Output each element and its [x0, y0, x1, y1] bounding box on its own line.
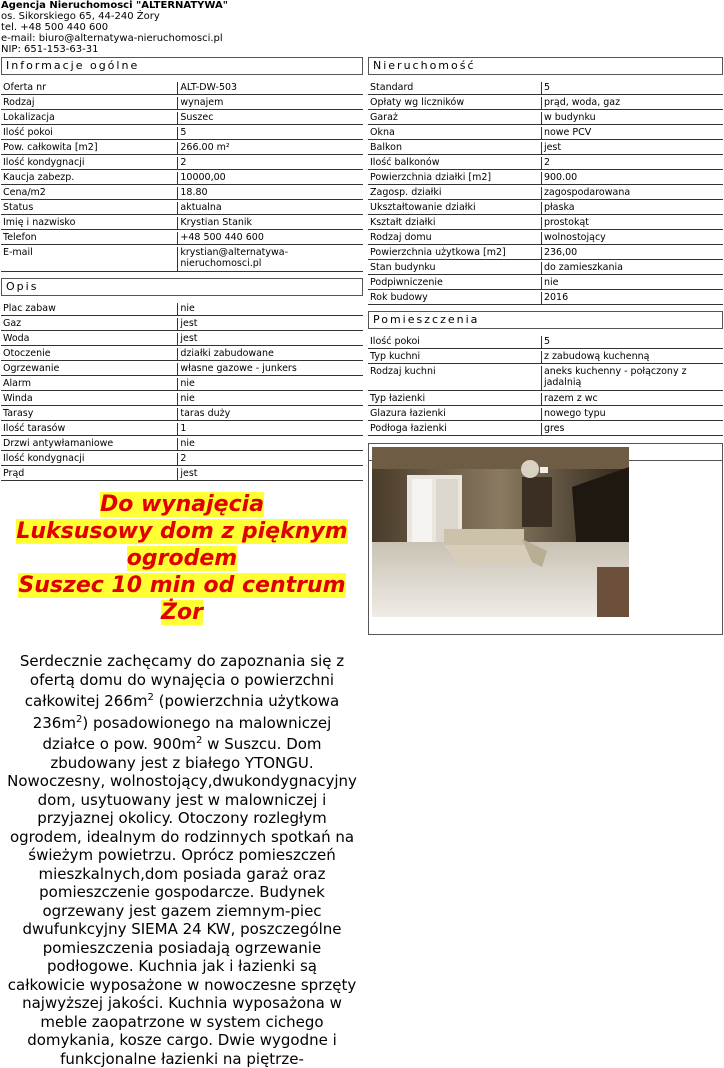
row-key: Telefon	[1, 232, 178, 245]
table-row	[368, 247, 723, 260]
description-text: w Suszcu. Dom zbudowany jest z białego YTONGU. Nowoczesny, wolnostojący,dwukondygnacyjny dom, usytuowany jest w malowniczej i przyjaznej okolicy. Otoczony rozległym ogrodem, idealnym do rodzinnych spotkań na świeżym powietrzu. Oprócz pomieszczeń mieszkalnych,dom posiada garaż oraz pomieszczenie gospodarcze. Budynek ogrzewany jest gazem ziemnym-piec dwufunkcyjny SIEMA 24 KW, poszczególne pomieszczenia posiadają ogrzewanie podłogowe. Kuchnia jak i łazienki są całkowicie wyposażone w nowoczesne sprzęty najwyższej jakości. Kuchnia wyposażona w meble zaopatrzone w system cichego domykania, kosze cargo. Dwie wygodne i funkcjonalne łazienki na piętrze-	[7, 735, 357, 1068]
living-room-photo	[372, 447, 629, 617]
superscript: 2	[147, 692, 154, 703]
table-row	[1, 333, 363, 346]
contact-email[interactable]: krystian@alternatywa-nieruchomosci.pl	[178, 247, 363, 272]
general-info-table	[1, 80, 363, 274]
row-key: Powierzchnia działki [m2]	[368, 172, 542, 185]
table-row	[1, 348, 363, 361]
row-key: Rok budowy	[368, 292, 542, 305]
table-row	[1, 157, 363, 170]
row-value: zagospodarowana	[542, 187, 723, 200]
table-row	[368, 232, 723, 245]
row-key: Kaucja zabezp.	[1, 172, 178, 185]
row-key: Powierzchnia użytkowa [m2]	[368, 247, 542, 260]
table-row	[368, 393, 723, 406]
row-value: prąd, woda, gaz	[542, 97, 723, 110]
agency-address: os. Sikorskiego 65, 44-240 Żory	[1, 11, 160, 22]
table-row	[368, 97, 723, 110]
row-value: 5	[178, 127, 363, 140]
table-row	[368, 277, 723, 290]
table-row	[368, 157, 723, 170]
row-key: Typ łazienki	[368, 393, 542, 406]
table-row	[368, 423, 723, 436]
table-row	[1, 408, 363, 421]
row-value: gres	[542, 423, 723, 436]
row-key: Ogrzewanie	[1, 363, 178, 376]
row-value: 2	[178, 157, 363, 170]
row-key: Okna	[368, 127, 542, 140]
table-row	[1, 468, 363, 481]
row-key: Oferta nr	[1, 82, 178, 95]
agency-phone: tel. +48 500 440 600	[1, 22, 109, 33]
row-key: Ilość pokoi	[368, 336, 542, 349]
row-value: 10000,00	[178, 172, 363, 185]
table-row	[1, 97, 363, 110]
row-value: Suszec	[178, 112, 363, 125]
row-value: jest	[178, 333, 363, 346]
opis-table	[1, 301, 363, 483]
row-key: Alarm	[1, 378, 178, 391]
banner-line: Żor	[161, 600, 203, 625]
row-value: 5	[542, 336, 723, 349]
description-text: ) posadowionego na malowniczej działce o pow. 900m	[42, 713, 332, 753]
row-value: 18.80	[178, 187, 363, 200]
row-key: Zagosp. działki	[368, 187, 542, 200]
row-key: Drzwi antywłamaniowe	[1, 438, 178, 451]
row-key: Lokalizacja	[1, 112, 178, 125]
row-value: własne gazowe - junkers	[178, 363, 363, 376]
table-row	[368, 187, 723, 200]
row-key: Imię i nazwisko	[1, 217, 178, 230]
pomieszczenia-table	[368, 334, 723, 438]
row-key: Pow. całkowita [m2]	[1, 142, 178, 155]
row-value: w budynku	[542, 112, 723, 125]
row-value: jest	[542, 142, 723, 155]
table-row	[1, 303, 363, 316]
row-value: aneks kuchenny - połączony z jadalnią	[542, 366, 723, 391]
row-key: Prąd	[1, 468, 178, 481]
row-key: Cena/m2	[1, 187, 178, 200]
table-row	[368, 366, 723, 391]
banner-line: Suszec 10 min od centrum	[18, 573, 346, 598]
row-value: 2	[542, 157, 723, 170]
table-row	[368, 172, 723, 185]
row-key: Typ kuchni	[368, 351, 542, 364]
row-key: E-mail	[1, 247, 178, 272]
row-key: Gaz	[1, 318, 178, 331]
table-row	[1, 142, 363, 155]
row-value: nie	[178, 438, 363, 451]
row-value: razem z wc	[542, 393, 723, 406]
row-key: Rodzaj domu	[368, 232, 542, 245]
row-value: płaska	[542, 202, 723, 215]
row-value: nie	[178, 378, 363, 391]
agency-header	[1, 0, 228, 55]
table-row	[368, 112, 723, 125]
table-row	[1, 202, 363, 215]
row-value: 266.00 m²	[178, 142, 363, 155]
row-value: wynajem	[178, 97, 363, 110]
row-value: Krystian Stanik	[178, 217, 363, 230]
table-row	[1, 378, 363, 391]
table-row	[368, 82, 723, 95]
table-row	[1, 172, 363, 185]
description-text: (powierzchnia użytkowa 236m	[32, 692, 340, 732]
row-key: Standard	[368, 82, 542, 95]
row-key: Podpiwniczenie	[368, 277, 542, 290]
row-value: aktualna	[178, 202, 363, 215]
banner-line: Do wynajęcia	[99, 492, 265, 517]
row-value: 900.00	[542, 172, 723, 185]
row-value: 2	[178, 453, 363, 466]
table-row	[1, 423, 363, 436]
table-row	[1, 112, 363, 125]
row-key: Stan budynku	[368, 262, 542, 275]
row-key: Ilość kondygnacji	[1, 157, 178, 170]
offer-banner	[1, 491, 363, 626]
row-value: nowe PCV	[542, 127, 723, 140]
row-value: 1	[178, 423, 363, 436]
table-row	[1, 393, 363, 406]
row-key: Ukształtowanie działki	[368, 202, 542, 215]
superscript: 2	[196, 735, 203, 746]
row-key: Ilość tarasów	[1, 423, 178, 436]
table-row	[1, 363, 363, 376]
table-row	[368, 408, 723, 421]
row-value: jest	[178, 468, 363, 481]
row-key: Rodzaj kuchni	[368, 366, 542, 391]
left-column	[1, 57, 363, 1068]
banner-line: ogrodem	[126, 546, 238, 571]
table-row	[368, 142, 723, 155]
row-value: 236,00	[542, 247, 723, 260]
superscript: 2	[75, 713, 83, 725]
table-row	[368, 292, 723, 305]
table-row	[1, 247, 363, 272]
row-value: działki zabudowane	[178, 348, 363, 361]
row-value: taras duży	[178, 408, 363, 421]
right-column	[368, 57, 723, 635]
row-key: Ilość kondygnacji	[1, 453, 178, 466]
property-photo[interactable]	[372, 447, 629, 617]
row-value: 2016	[542, 292, 723, 305]
row-value: 5	[542, 82, 723, 95]
row-value: nie	[178, 393, 363, 406]
table-row	[1, 82, 363, 95]
row-key: Ilość balkonów	[368, 157, 542, 170]
row-value: +48 500 440 600	[178, 232, 363, 245]
photos-section	[368, 443, 723, 635]
row-key: Kształt działki	[368, 217, 542, 230]
agency-nip: NIP: 651-153-63-31	[1, 44, 99, 55]
row-key: Tarasy	[1, 408, 178, 421]
row-value: ALT-DW-503	[178, 82, 363, 95]
row-value: nie	[178, 303, 363, 316]
row-key: Woda	[1, 333, 178, 346]
row-key: Rodzaj	[1, 97, 178, 110]
table-row	[1, 232, 363, 245]
offer-description	[1, 652, 363, 1068]
table-row	[368, 262, 723, 275]
table-row	[368, 127, 723, 140]
row-key: Podłoga łazienki	[368, 423, 542, 436]
row-key: Plac zabaw	[1, 303, 178, 316]
table-row	[368, 351, 723, 364]
row-value: nie	[542, 277, 723, 290]
row-key: Otoczenie	[1, 348, 178, 361]
table-row	[1, 318, 363, 331]
row-value: wolnostojący	[542, 232, 723, 245]
table-row	[368, 336, 723, 349]
row-key: Ilość pokoi	[1, 127, 178, 140]
row-key: Balkon	[368, 142, 542, 155]
row-value: jest	[178, 318, 363, 331]
table-row	[1, 127, 363, 140]
table-row	[368, 217, 723, 230]
row-key: Opłaty wg liczników	[368, 97, 542, 110]
general-info-title: Informacje ogólne	[1, 57, 363, 75]
row-value: z zabudową kuchenną	[542, 351, 723, 364]
description-text: Serdecznie zachęcamy do zapoznania się z ofertą domu do wynajęcia o powierzchni całkowitej 266m	[19, 652, 345, 710]
row-value: nowego typu	[542, 408, 723, 421]
agency-email: e-mail: biuro@alternatywa-nieruchomosci.pl	[1, 33, 223, 44]
table-row	[1, 453, 363, 466]
table-row	[1, 187, 363, 200]
row-key: Winda	[1, 393, 178, 406]
table-row	[1, 438, 363, 451]
table-row	[1, 217, 363, 230]
banner-line: Luksusowy dom z pięknym	[16, 519, 348, 544]
row-value: do zamieszkania	[542, 262, 723, 275]
agency-name: Agencja Nieruchomosci "ALTERNATYWA"	[1, 0, 228, 11]
nieruchomosc-title: Nieruchomość	[368, 57, 723, 75]
nieruchomosc-table	[368, 80, 723, 307]
row-value: prostokąt	[542, 217, 723, 230]
pomieszczenia-title: Pomieszczenia	[368, 311, 723, 329]
row-key: Glazura łazienki	[368, 408, 542, 421]
row-key: Status	[1, 202, 178, 215]
opis-title: Opis	[1, 278, 363, 296]
table-row	[368, 202, 723, 215]
row-key: Garaż	[368, 112, 542, 125]
